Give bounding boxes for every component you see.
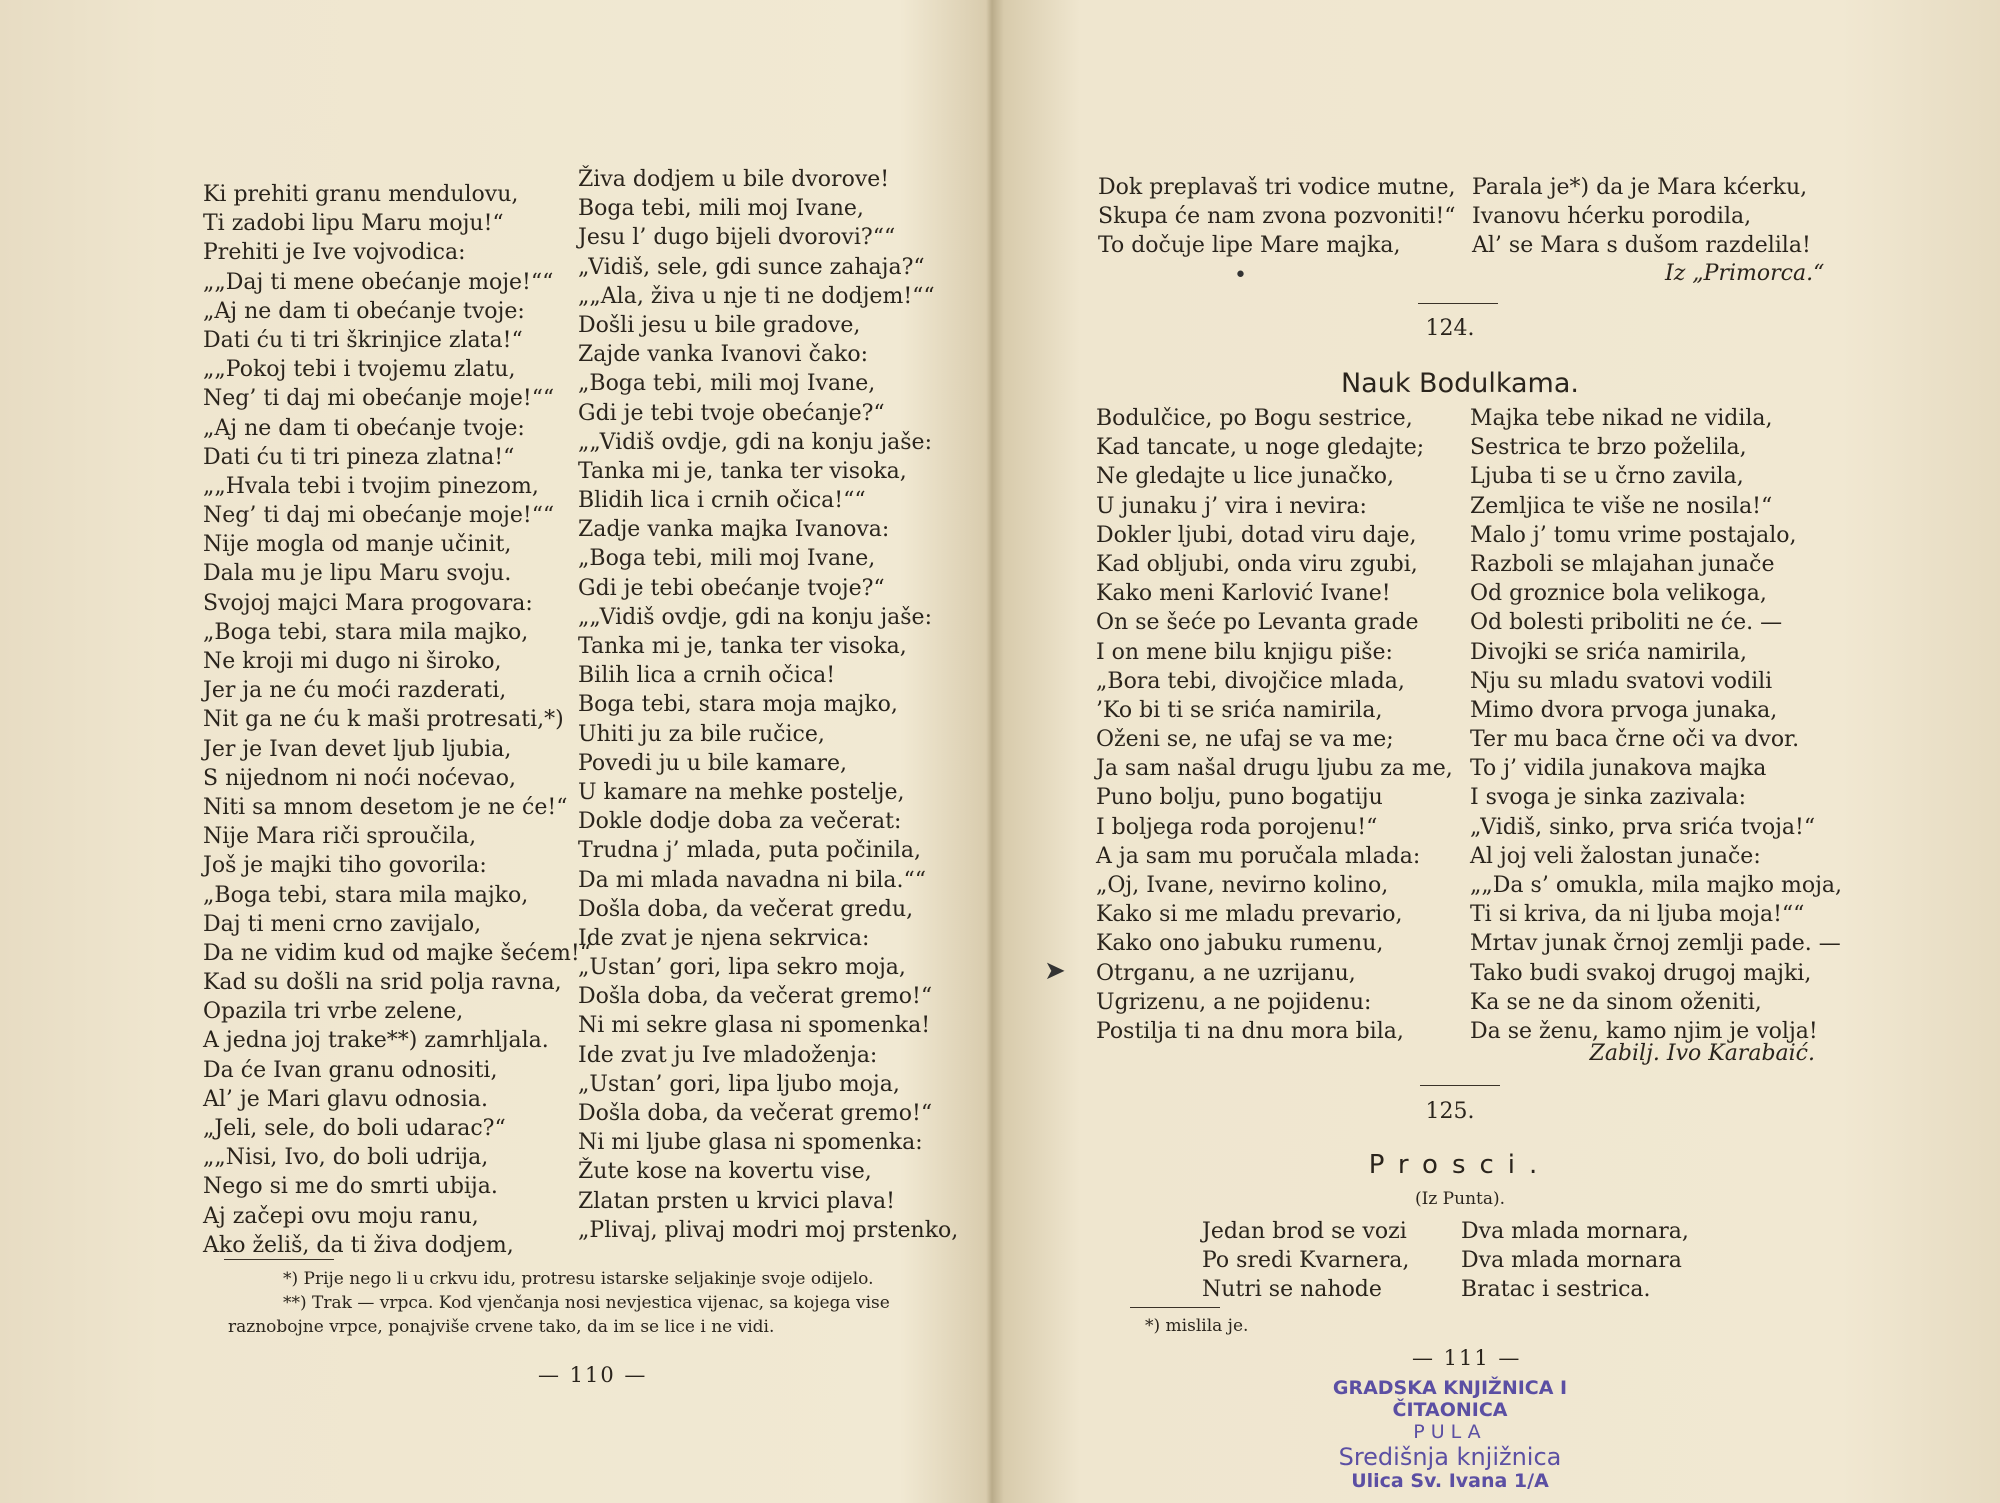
verse-line: Niti sa mnom desetom je ne će!“ xyxy=(203,794,568,820)
stamp-line-3: Središnja knjižnica xyxy=(1338,1442,1562,1471)
verse-line: Da ne vidim kud od majke šećem!“ xyxy=(203,940,592,966)
verse-line: Ne gledajte u lice junačko, xyxy=(1096,464,1395,490)
verse-line: Ti zadobi lipu Maru moju!“ xyxy=(203,211,504,237)
poem124-column-2 xyxy=(1470,404,1842,1046)
verse-line: Ni mi sekre glasa ni spomenka! xyxy=(578,1013,931,1039)
verse-line: Od bolesti priboliti ne će. — xyxy=(1470,610,1783,636)
verse-line: Nju su mladu svatovi vodili xyxy=(1470,668,1773,694)
stamp-line-1: GRADSKA KNJIŽNICA I ČITAONICA xyxy=(1332,1377,1568,1421)
verse-line: Ugrizenu, a ne pojidenu: xyxy=(1096,989,1372,1015)
verse-line: Nije Mara riči sproučila, xyxy=(203,824,477,850)
verse-line: „Boga tebi, stara mila majko, xyxy=(203,882,529,908)
verse-line: Dva mlada mornara, xyxy=(1461,1219,1689,1244)
verse-line: Da se ženu, kamo njim je volja! xyxy=(1470,1018,1818,1044)
verse-line: U junaku j’ vira i nevira: xyxy=(1096,493,1367,519)
poem125-subtitle: (Iz Punta). xyxy=(1414,1189,1506,1209)
right-footnote: *) mislila je. xyxy=(1145,1316,1249,1336)
verse-line: Dati ću ti tri škrinjice zlata!“ xyxy=(203,327,523,353)
verse-line: „„Da s’ omukla, mila majko moja, xyxy=(1470,873,1843,898)
verse-line: To j’ vidila junakova majka xyxy=(1470,756,1767,782)
stamp-line-4: Ulica Sv. Ivana 1/A xyxy=(1351,1470,1549,1493)
verse-line: „Aj ne dam ti obećanje tvoje: xyxy=(203,415,525,441)
verse-line: A ja sam mu poručala mlada: xyxy=(1096,843,1421,869)
verse-line: Puno bolju, puno bogatiju xyxy=(1096,785,1383,811)
verse-line: Tanka mi je, tanka ter visoka, xyxy=(578,634,907,659)
verse-line: Bodulčice, po Bogu sestrice, xyxy=(1096,406,1413,431)
right-page-number: — 111 — xyxy=(1412,1346,1522,1370)
poem124-number: 124. xyxy=(1425,316,1475,341)
verse-line: Postilja ti na dnu mora bila, xyxy=(1096,1018,1404,1044)
verse-line: Skupa će nam zvona pozvoniti!“ xyxy=(1098,204,1456,230)
verse-line: Oženi se, ne ufaj se va me; xyxy=(1096,727,1394,753)
stamp-line-2: PULA xyxy=(1413,1420,1487,1443)
verse-line: Ako želiš, da ti živa dodjem, xyxy=(203,1232,514,1258)
verse-line: Daj ti meni crno zavijalo, xyxy=(203,911,482,937)
verse-line: „„Ala, živa u nje ti ne dodjem!““ xyxy=(578,283,935,309)
poem124-column-1 xyxy=(1096,404,1453,1046)
left-page-number: — 110 — xyxy=(538,1363,648,1387)
verse-line: Nit ga ne ću k maši protresati,*) xyxy=(203,707,564,733)
verse-line: Parala je*) da je Mara kćerku, xyxy=(1472,175,1808,200)
verse-line: Bilih lica a crnih očica! xyxy=(578,663,836,689)
verse-line: Nije mogla od manje učinit, xyxy=(203,532,512,558)
verse-line: „„Hvala tebi i tvojim pinezom, xyxy=(203,473,539,499)
verse-line: Majka tebe nikad ne vidila, xyxy=(1470,406,1773,431)
verse-line: I svoga je sinka zazivala: xyxy=(1470,785,1747,811)
verse-line: „Boga tebi, stara mila majko, xyxy=(203,619,529,645)
verse-line: Zajde vanka Ivanovi čako: xyxy=(578,342,869,368)
verse-line: „„Nisi, Ivo, do boli udrija, xyxy=(203,1145,489,1171)
verse-line: Ja sam našal drugu ljubu za me, xyxy=(1096,756,1453,782)
left-column-2 xyxy=(578,165,958,1245)
verse-line: Zlatan prsten u krvici plava! xyxy=(578,1188,895,1214)
right-page xyxy=(1000,0,2000,1503)
left-footnote-2: **) Trak — vrpca. Kod vjenčanja nosi nevjestica vijenac, sa kojega vise xyxy=(283,1293,890,1313)
verse-line: Kako meni Karlović Ivane! xyxy=(1096,581,1391,607)
verse-line: Dala mu je lipu Maru svoju. xyxy=(203,561,512,587)
verse-line: I boljega roda porojenu!“ xyxy=(1096,814,1378,840)
poem124-top-rule xyxy=(1418,303,1498,304)
verse-line: „Vidiš, sele, gdi sunce zahaja?“ xyxy=(578,254,925,280)
verse-line: Jer ja ne ću moći razderati, xyxy=(203,678,507,704)
verse-line: Svojoj majci Mara progovara: xyxy=(203,590,533,616)
verse-line: U kamare na mehke postelje, xyxy=(578,779,905,805)
left-footnote-1: *) Prije nego li u crkvu idu, protresu istarske seljakinje svoje odijelo. xyxy=(283,1269,874,1289)
verse-line: „Ustan’ gori, lipa ljubo moja, xyxy=(578,1071,900,1097)
verse-line: Nutri se nahode xyxy=(1202,1277,1382,1303)
verse-line: Al joj veli žalostan junače: xyxy=(1470,843,1761,869)
verse-line: Došla doba, da večerat gremo!“ xyxy=(578,984,933,1010)
verse-line: Al’ se Mara s dušom razdelila! xyxy=(1472,233,1811,259)
verse-line: Povedi ju u bile kamare, xyxy=(578,750,847,776)
verse-line: Od groznice bola velikoga, xyxy=(1470,581,1767,607)
verse-line: Živa dodjem u bile dvorove! xyxy=(578,167,890,192)
poem124-source: Zabilj. Ivo Karabaić. xyxy=(1589,1041,1815,1066)
verse-line: „Bora tebi, divojčice mlada, xyxy=(1096,668,1405,694)
verse-line: Došli jesu u bile gradove, xyxy=(578,312,861,338)
verse-line: „Jeli, sele, do boli udarac?“ xyxy=(203,1116,506,1141)
verse-line: „Ustan’ gori, lipa sekro moja, xyxy=(578,955,906,981)
verse-line: „Plivaj, plivaj modri moj prstenko, xyxy=(578,1217,959,1243)
left-footnote-3: raznobojne vrpce, ponajviše crvene tako, da im se lice i ne vidi. xyxy=(228,1317,775,1337)
verse-line: Ni mi ljube glasa ni spomenka: xyxy=(578,1130,923,1156)
verse-line: „Aj ne dam ti obećanje tvoje: xyxy=(203,298,525,324)
verse-line: „Boga tebi, mili moj Ivane, xyxy=(578,546,876,572)
left-column-1 xyxy=(203,180,591,1260)
verse-line: Ivanovu hćerku porodila, xyxy=(1472,204,1752,230)
verse-line: Uhiti ju za bile ručice, xyxy=(578,721,825,747)
verse-line: Nego si me do smrti ubija. xyxy=(203,1174,498,1200)
verse-line: Došla doba, da večerat gredu, xyxy=(578,896,914,922)
right-top-column-1 xyxy=(1098,173,1456,261)
verse-line: Ide zvat je njena sekrvica: xyxy=(578,925,870,951)
poem124-title: Nauk Bodulkama. xyxy=(1340,368,1579,399)
poem125-title: Prosci. xyxy=(1368,1150,1552,1180)
verse-line: Blidih lica i crnih očica!““ xyxy=(578,488,866,514)
poem125-column-1 xyxy=(1202,1217,1409,1305)
verse-line: Bratac i sestrica. xyxy=(1461,1277,1651,1303)
verse-line: Dokler ljubi, dotad viru daje, xyxy=(1096,522,1417,548)
verse-line: Kako ono jabuku rumenu, xyxy=(1096,931,1384,957)
verse-line: „„Vidiš ovdje, gdi na konju jaše: xyxy=(578,429,932,455)
verse-line: Ti si kriva, da ni ljuba moja!““ xyxy=(1470,902,1805,928)
verse-line: Malo j’ tomu vrime postajalo, xyxy=(1470,522,1797,548)
verse-line: Mrtav junak črnoj zemlji pade. — xyxy=(1470,931,1841,957)
verse-line: Žute kose na kovertu vise, xyxy=(578,1159,872,1185)
verse-line: Mimo dvora prvoga junaka, xyxy=(1470,697,1778,723)
left-page xyxy=(0,0,990,1503)
verse-line: Da mi mlada navadna ni bila.““ xyxy=(578,867,926,893)
verse-line: Tako budi svakoj drugoj majki, xyxy=(1470,960,1812,986)
verse-line: Po sredi Kvarnera, xyxy=(1202,1248,1410,1274)
verse-line: Gdi je tebi obećanje tvoje?“ xyxy=(578,575,885,601)
verse-line: Neg’ ti daj mi obećanje moje!““ xyxy=(203,386,555,412)
verse-line: Otrganu, a ne uzrijanu, xyxy=(1096,960,1356,986)
library-stamp xyxy=(1280,1378,1620,1493)
source-primorca: Iz „Primorca.“ xyxy=(1665,261,1825,286)
verse-line: „„Vidiš ovdje, gdi na konju jaše: xyxy=(578,604,932,630)
verse-line: Ka se ne da sinom oženiti, xyxy=(1470,989,1762,1015)
verse-line: „„Daj ti mene obećanje moje!““ xyxy=(203,269,554,295)
margin-arrow-mark: ➤ xyxy=(1044,956,1066,986)
verse-line: Al’ je Mari glavu odnosia. xyxy=(203,1086,488,1112)
verse-line: „Vidiš, sinko, prva srića tvoja!“ xyxy=(1470,814,1816,840)
right-footnote-rule xyxy=(1130,1307,1220,1308)
verse-line: Dokle dodje doba za večerat: xyxy=(578,809,902,835)
verse-line: Boga tebi, stara moja majko, xyxy=(578,692,898,718)
verse-line: Jesu l’ dugo bijeli dvorovi?““ xyxy=(578,225,896,251)
verse-line: Zadje vanka majka Ivanova: xyxy=(578,517,890,543)
poem125-top-rule xyxy=(1420,1085,1500,1086)
verse-line: Divojki se srića namirila, xyxy=(1470,639,1747,665)
verse-line: Prehiti je Ive vojvodica: xyxy=(203,240,466,266)
verse-line: Razboli se mlajahan junače xyxy=(1470,551,1775,577)
verse-line: I on mene bilu knjigu piše: xyxy=(1096,639,1393,665)
verse-line: A jedna joj trake**) zamrhljala. xyxy=(203,1028,549,1054)
verse-line: Opazila tri vrbe zelene, xyxy=(203,999,464,1025)
verse-line: Boga tebi, mili moj Ivane, xyxy=(578,196,864,222)
verse-line: Ne kroji mi dugo ni široko, xyxy=(203,649,502,674)
verse-line: „Oj, Ivane, nevirno kolino, xyxy=(1096,873,1389,898)
poem125-number: 125. xyxy=(1425,1099,1475,1124)
verse-line: ’Ko bi ti se srića namirila, xyxy=(1096,697,1383,723)
verse-line: „Boga tebi, mili moj Ivane, xyxy=(578,371,876,397)
verse-line: Kad tancate, u noge gledajte; xyxy=(1096,435,1425,461)
poem125-column-2 xyxy=(1461,1217,1689,1305)
verse-line: On se šeće po Levanta grade xyxy=(1096,610,1419,636)
right-top-column-2 xyxy=(1472,173,1811,261)
verse-line: Dati ću ti tri pineza zlatna!“ xyxy=(203,444,515,470)
verse-line: Sestrica te brzo poželila, xyxy=(1470,435,1747,461)
verse-line: To dočuje lipe Mare majka, xyxy=(1098,233,1401,259)
verse-line: Još je majki tiho govorila: xyxy=(203,853,487,879)
verse-line: Tanka mi je, tanka ter visoka, xyxy=(578,458,907,484)
verse-line: Aj začepi ovu moju ranu, xyxy=(203,1203,479,1229)
verse-line: Kako si me mladu prevario, xyxy=(1096,902,1403,928)
verse-line: Trudna j’ mlada, puta počinila, xyxy=(578,838,921,864)
verse-line: S nijednom ni noći noćevao, xyxy=(203,765,516,791)
verse-line: Jedan brod se vozi xyxy=(1202,1219,1407,1244)
verse-line: Ter mu baca črne oči va dvor. xyxy=(1470,727,1800,753)
verse-line: Neg’ ti daj mi obećanje moje!““ xyxy=(203,503,555,529)
verse-line: „„Pokoj tebi i tvojemu zlatu, xyxy=(203,357,516,383)
verse-line: Dok preplavaš tri vodice mutne, xyxy=(1098,175,1456,200)
left-footnote-rule xyxy=(224,1259,334,1260)
verse-line: Kad obljubi, onda viru zgubi, xyxy=(1096,551,1418,577)
verse-line: Došla doba, da večerat gremo!“ xyxy=(578,1101,933,1126)
verse-line: Jer je Ivan devet ljub ljubia, xyxy=(203,736,512,762)
verse-line: Dva mlada mornara xyxy=(1461,1248,1682,1274)
verse-line: Ide zvat ju Ive mladoženja: xyxy=(578,1042,878,1068)
verse-line: Ljuba ti se u črno zavila, xyxy=(1470,464,1744,490)
verse-line: Da će Ivan granu odnositi, xyxy=(203,1057,498,1083)
verse-line: Gdi je tebi tvoje obećanje?“ xyxy=(578,400,885,426)
decorative-dot: • xyxy=(1234,263,1247,288)
verse-line: Ki prehiti granu mendulovu, xyxy=(203,182,519,207)
verse-line: Kad su došli na srid polja ravna, xyxy=(203,970,562,996)
verse-line: Zemljica te više ne nosila!“ xyxy=(1470,493,1773,519)
